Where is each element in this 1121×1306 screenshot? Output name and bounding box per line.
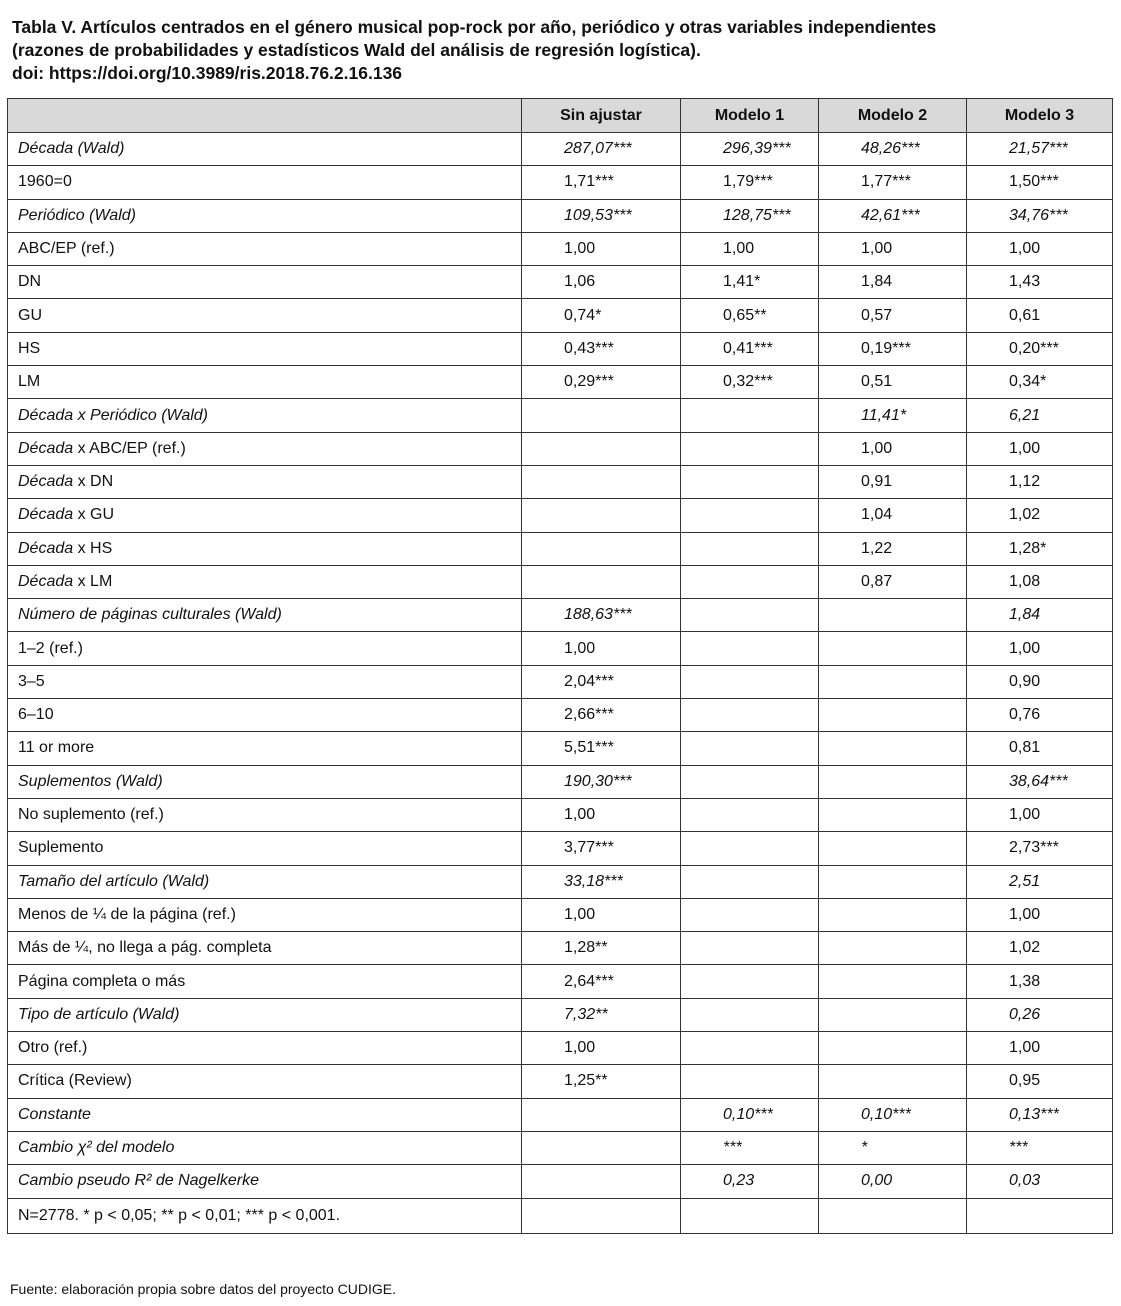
value-cell: [819, 898, 967, 931]
value-cell: 0,91: [819, 465, 967, 498]
row-label: Suplemento: [8, 832, 522, 865]
caption-doi: doi: https://doi.org/10.3989/ris.2018.76.2.16.136: [12, 63, 403, 83]
row-label: Menos de ¼ de la página (ref.): [8, 898, 522, 931]
row-label-rest: x LM: [73, 573, 113, 590]
table-row: [8, 1165, 1113, 1198]
value-cell: [681, 399, 819, 432]
value-cell: 34,76***: [967, 199, 1113, 232]
value-cell: 2,73***: [967, 832, 1113, 865]
value-cell: [681, 532, 819, 565]
empty-cell: [967, 1198, 1113, 1233]
row-label: Más de ¼, no llega a pág. completa: [8, 932, 522, 965]
value-cell: 11,41*: [819, 399, 967, 432]
table-note-row: [8, 1198, 1113, 1233]
table-row: [8, 932, 1113, 965]
value-cell: 1,41*: [681, 266, 819, 299]
row-label: No suplemento (ref.): [8, 798, 522, 831]
table-row: [8, 399, 1113, 432]
value-cell: 1,06: [522, 266, 681, 299]
row-label: Periódico (Wald): [8, 199, 522, 232]
table-row: [8, 798, 1113, 831]
table-row: [8, 832, 1113, 865]
value-cell: 0,51: [819, 366, 967, 399]
value-cell: 0,10***: [819, 1098, 967, 1131]
value-cell: [522, 1098, 681, 1131]
value-cell: [522, 499, 681, 532]
value-cell: 0,03: [967, 1165, 1113, 1198]
table-row: [8, 1131, 1113, 1164]
value-cell: 1,00: [681, 232, 819, 265]
empty-cell: [819, 1198, 967, 1233]
row-label: Tipo de artículo (Wald): [8, 998, 522, 1031]
table-row: [8, 998, 1113, 1031]
value-cell: 7,32**: [522, 998, 681, 1031]
value-cell: [681, 732, 819, 765]
value-cell: [819, 632, 967, 665]
value-cell: 48,26***: [819, 133, 967, 166]
value-cell: 109,53***: [522, 199, 681, 232]
row-label: DN: [8, 266, 522, 299]
table-row: [8, 898, 1113, 931]
value-cell: [681, 798, 819, 831]
value-cell: [681, 499, 819, 532]
table-row: [8, 1065, 1113, 1098]
value-cell: 0,23: [681, 1165, 819, 1198]
table-row: [8, 1032, 1113, 1065]
row-label-italic-part: Década: [18, 539, 74, 557]
caption-subtitle: (razones de probabilidades y estadísticos Wald del análisis de regresión logística).: [12, 40, 701, 60]
value-cell: [522, 532, 681, 565]
value-cell: 190,30***: [522, 765, 681, 798]
value-cell: 0,90: [967, 665, 1113, 698]
value-cell: 0,57: [819, 299, 967, 332]
header-modelo-1: Modelo 1: [681, 99, 819, 133]
value-cell: 2,51: [967, 865, 1113, 898]
value-cell: 5,51***: [522, 732, 681, 765]
table-row: [8, 632, 1113, 665]
caption-title: Tabla V. Artículos centrados en el género musical pop-rock por año, periódico y otras variables independientes: [12, 17, 937, 37]
value-cell: [819, 765, 967, 798]
value-cell: [681, 932, 819, 965]
table-row: [8, 765, 1113, 798]
value-cell: 1,00: [967, 798, 1113, 831]
value-cell: 128,75***: [681, 199, 819, 232]
value-cell: [681, 565, 819, 598]
value-cell: 296,39***: [681, 133, 819, 166]
value-cell: 3,77***: [522, 832, 681, 865]
table-row: [8, 332, 1113, 365]
row-label: [8, 432, 522, 465]
value-cell: [681, 998, 819, 1031]
value-cell: 1,00: [522, 232, 681, 265]
value-cell: [819, 965, 967, 998]
table-row: [8, 465, 1113, 498]
regression-table: [7, 98, 1113, 1234]
value-cell: 1,43: [967, 266, 1113, 299]
header-sin-ajustar: Sin ajustar: [522, 99, 681, 133]
value-cell: 0,32***: [681, 366, 819, 399]
table-row: [8, 732, 1113, 765]
value-cell: 1,00: [967, 632, 1113, 665]
table-row: [8, 1098, 1113, 1131]
value-cell: 1,84: [819, 266, 967, 299]
value-cell: [681, 699, 819, 732]
value-cell: 1,00: [819, 432, 967, 465]
value-cell: 1,28*: [967, 532, 1113, 565]
value-cell: [681, 765, 819, 798]
row-label: ABC/EP (ref.): [8, 232, 522, 265]
empty-cell: [522, 1198, 681, 1233]
value-cell: 1,02: [967, 932, 1113, 965]
row-label: HS: [8, 332, 522, 365]
table-row: [8, 199, 1113, 232]
value-cell: [681, 965, 819, 998]
value-cell: 1,25**: [522, 1065, 681, 1098]
value-cell: 1,08: [967, 565, 1113, 598]
value-cell: [681, 832, 819, 865]
row-label-rest: x GU: [73, 506, 115, 524]
value-cell: 33,18***: [522, 865, 681, 898]
value-cell: 1,00: [522, 1032, 681, 1065]
value-cell: [522, 565, 681, 598]
table-row: [8, 599, 1113, 632]
row-label: Página completa o más: [8, 965, 522, 998]
row-label-rest: x HS: [73, 539, 113, 557]
value-cell: ***: [681, 1131, 819, 1164]
value-cell: 1,00: [967, 898, 1113, 931]
value-cell: [681, 432, 819, 465]
value-cell: 1,00: [819, 232, 967, 265]
value-cell: [819, 832, 967, 865]
value-cell: [681, 898, 819, 931]
table-caption: [12, 16, 1107, 85]
value-cell: [681, 1032, 819, 1065]
value-cell: 42,61***: [819, 199, 967, 232]
value-cell: 0,26: [967, 998, 1113, 1031]
value-cell: 1,38: [967, 965, 1113, 998]
value-cell: 0,74*: [522, 299, 681, 332]
row-label: Cambio pseudo R² de Nagelkerke: [8, 1165, 522, 1198]
row-label-rest: x DN: [73, 473, 114, 491]
value-cell: [522, 465, 681, 498]
row-label: [8, 465, 522, 498]
header-row: [8, 99, 1113, 133]
value-cell: 0,29***: [522, 366, 681, 399]
value-cell: 1,22: [819, 532, 967, 565]
table-row: [8, 166, 1113, 199]
value-cell: 2,66***: [522, 699, 681, 732]
table-note: N=2778. * p < 0,05; ** p < 0,01; *** p < 0,001.: [8, 1198, 522, 1233]
row-label: 11 or more: [8, 732, 522, 765]
table-row: [8, 133, 1113, 166]
row-label-italic-part: Década: [18, 573, 74, 590]
value-cell: 0,95: [967, 1065, 1113, 1098]
row-label: [8, 532, 522, 565]
value-cell: [681, 632, 819, 665]
value-cell: 287,07***: [522, 133, 681, 166]
value-cell: 0,76: [967, 699, 1113, 732]
value-cell: 188,63***: [522, 599, 681, 632]
value-cell: 1,77***: [819, 166, 967, 199]
value-cell: 1,00: [522, 898, 681, 931]
row-label: 3–5: [8, 665, 522, 698]
table-row: [8, 499, 1113, 532]
value-cell: 0,41***: [681, 332, 819, 365]
table-row: [8, 965, 1113, 998]
value-cell: [819, 732, 967, 765]
value-cell: [819, 1065, 967, 1098]
row-label-italic-part: Década: [18, 439, 74, 457]
table-row: [8, 232, 1113, 265]
value-cell: 0,87: [819, 565, 967, 598]
value-cell: 0,13***: [967, 1098, 1113, 1131]
value-cell: 0,20***: [967, 332, 1113, 365]
row-label: Suplementos (Wald): [8, 765, 522, 798]
row-label: 1960=0: [8, 166, 522, 199]
value-cell: 21,57***: [967, 133, 1113, 166]
table-row: [8, 299, 1113, 332]
value-cell: [819, 932, 967, 965]
value-cell: 1,79***: [681, 166, 819, 199]
value-cell: 1,00: [967, 232, 1113, 265]
value-cell: [522, 1131, 681, 1164]
value-cell: 1,00: [522, 632, 681, 665]
value-cell: [819, 599, 967, 632]
value-cell: [681, 665, 819, 698]
value-cell: 0,00: [819, 1165, 967, 1198]
value-cell: 0,10***: [681, 1098, 819, 1131]
header-modelo-2: Modelo 2: [819, 99, 967, 133]
value-cell: 38,64***: [967, 765, 1113, 798]
table-row: [8, 565, 1113, 598]
value-cell: [681, 465, 819, 498]
row-label: Década x Periódico (Wald): [8, 399, 522, 432]
value-cell: 2,04***: [522, 665, 681, 698]
value-cell: 1,12: [967, 465, 1113, 498]
value-cell: [522, 432, 681, 465]
value-cell: 1,28**: [522, 932, 681, 965]
value-cell: 1,00: [967, 432, 1113, 465]
row-label-italic-part: Década: [18, 506, 74, 524]
value-cell: ***: [967, 1131, 1113, 1164]
value-cell: *: [819, 1131, 967, 1164]
source-note: Fuente: elaboración propia sobre datos del proyecto CUDIGE.: [10, 1281, 396, 1297]
value-cell: 0,34*: [967, 366, 1113, 399]
value-cell: [522, 399, 681, 432]
row-label: Constante: [8, 1098, 522, 1131]
value-cell: 1,50***: [967, 166, 1113, 199]
value-cell: 0,19***: [819, 332, 967, 365]
row-label: LM: [8, 366, 522, 399]
row-label: 1–2 (ref.): [8, 632, 522, 665]
value-cell: [681, 865, 819, 898]
value-cell: 0,65**: [681, 299, 819, 332]
value-cell: 1,84: [967, 599, 1113, 632]
table-row: [8, 699, 1113, 732]
row-label: Tamaño del artículo (Wald): [8, 865, 522, 898]
table-row: [8, 366, 1113, 399]
value-cell: 1,00: [967, 1032, 1113, 1065]
table-row: [8, 432, 1113, 465]
value-cell: 1,71***: [522, 166, 681, 199]
header-label-cell: [8, 99, 522, 133]
row-label: Otro (ref.): [8, 1032, 522, 1065]
row-label: GU: [8, 299, 522, 332]
value-cell: [819, 998, 967, 1031]
row-label: Número de páginas culturales (Wald): [8, 599, 522, 632]
value-cell: 0,43***: [522, 332, 681, 365]
value-cell: [681, 1065, 819, 1098]
row-label: [8, 565, 522, 598]
empty-cell: [681, 1198, 819, 1233]
row-label: Crítica (Review): [8, 1065, 522, 1098]
row-label: Cambio χ² del modelo: [8, 1131, 522, 1164]
value-cell: 1,02: [967, 499, 1113, 532]
value-cell: [819, 1032, 967, 1065]
value-cell: [522, 1165, 681, 1198]
value-cell: [819, 699, 967, 732]
row-label-rest: x ABC/EP (ref.): [73, 439, 186, 457]
value-cell: [819, 798, 967, 831]
header-modelo-3: Modelo 3: [967, 99, 1113, 133]
value-cell: [819, 665, 967, 698]
value-cell: 1,04: [819, 499, 967, 532]
value-cell: 2,64***: [522, 965, 681, 998]
value-cell: 0,81: [967, 732, 1113, 765]
row-label: [8, 499, 522, 532]
table-row: [8, 532, 1113, 565]
row-label: Década (Wald): [8, 133, 522, 166]
table-row: [8, 865, 1113, 898]
table-row: [8, 665, 1113, 698]
value-cell: [681, 599, 819, 632]
value-cell: 1,00: [522, 798, 681, 831]
row-label-italic-part: Década: [18, 473, 74, 491]
value-cell: [819, 865, 967, 898]
value-cell: 6,21: [967, 399, 1113, 432]
row-label: 6–10: [8, 699, 522, 732]
value-cell: 0,61: [967, 299, 1113, 332]
table-row: [8, 266, 1113, 299]
table-body: [8, 133, 1113, 1234]
